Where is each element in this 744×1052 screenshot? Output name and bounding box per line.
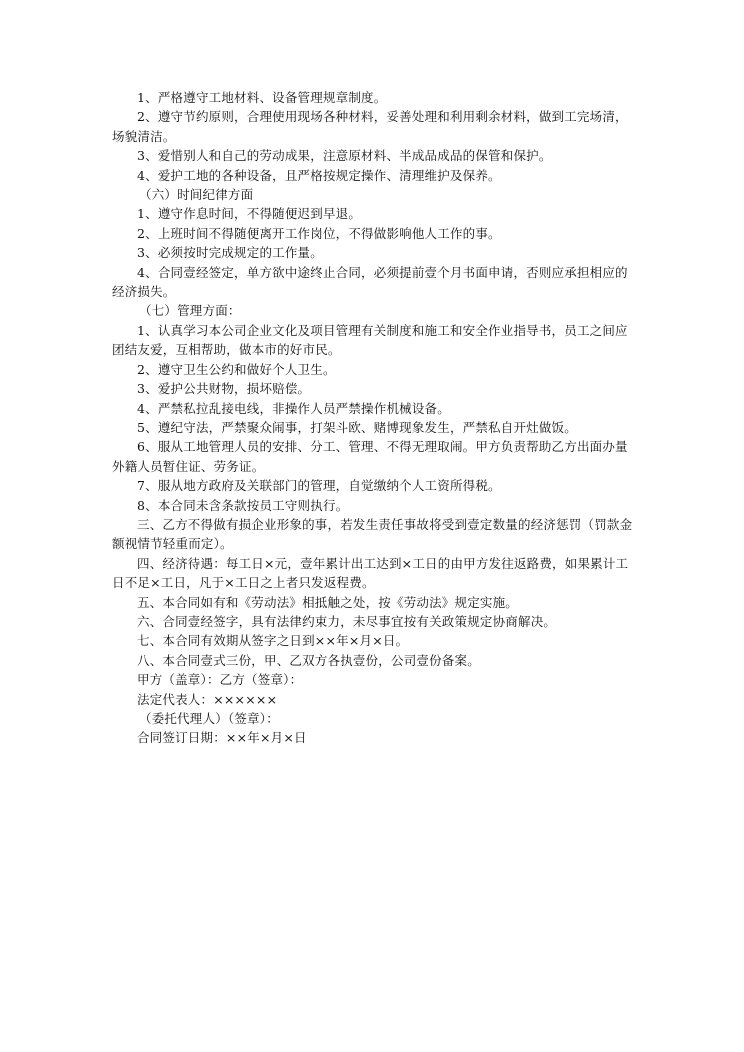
clause-paragraph: 四、经济待遇：每工日×元，壹年累计出工达到×工日的由甲方发往返路费，如果累计工日不足×工日，凡于×工日之上者只发返程费。 [112,555,629,591]
clause-paragraph: 六、合同壹经签字，具有法律约束力，未尽事宜按有关政策规定协商解决。 [137,613,557,629]
paragraph: 1、严格遵守工地材料、设备管理规章制度。 [137,90,387,105]
clause-paragraph: 五、本合同如有和《劳动法》相抵触之处，按《劳动法》规定实施。 [137,594,519,610]
paragraph: 3、爱惜别人和自己的劳动成果，注意原材料、半成品成品的保管和保护。 [137,148,552,164]
paragraph: 2、上班时间不得随便离开工作岗位，不得做影响他人工作的事。 [137,225,501,241]
paragraph: 8、本合同未含条款按员工守则执行。 [137,497,349,513]
paragraph: 2、遵守卫生公约和做好个人卫生。 [137,361,336,377]
paragraph: 1、遵守作息时间，不得随便迟到早退。 [137,206,362,222]
paragraph: 4、严禁私拉乱接电线，非操作人员严禁操作机械设备。 [137,400,450,416]
paragraph: 1、认真学习本公司企业文化及项目管理有关制度和施工和安全作业指导书，员工之间应团结友爱，互相帮助，做本市的好市民。 [112,322,628,358]
section-heading: （六）时间纪律方面 [139,187,254,203]
paragraph: 3、爱护公共财物，损坏赔偿。 [137,381,311,397]
paragraph: 4、合同壹经签定，单方欲中途终止合同，必须提前壹个月书面申请，否则应承担相应的经济损失。 [112,264,628,300]
clause-paragraph: 八、本合同壹式三份，甲、乙双方各执壹份，公司壹份备案。 [137,652,480,668]
paragraph: 7、服从地方政府及关联部门的管理，自觉缴纳个人工资所得税。 [137,478,501,494]
clause-paragraph: 七、本合同有效期从签字之日到××年×月×日。 [137,633,409,649]
paragraph: 2、遵守节约原则，合理使用现场各种材料，妥善处理和利用剩余材料，做到工完场清，场貌清洁。 [112,109,628,144]
paragraph: 6、服从工地管理人员的安排、分工、管理、不得无理取闹。甲方负责帮助乙方出面办量外籍人员暂住证、劳务证。 [112,439,628,474]
document-body [112,88,636,748]
paragraph: 4、爱护工地的各种设备，且严格按规定操作、清理维护及保养。 [137,167,501,183]
section-heading: （七）管理方面： [139,303,241,319]
signature-line-representative: 法定代表人：×××××× [137,691,278,707]
paragraph: 5、遵纪守法，严禁聚众闹事，打架斗欧、赌博现象发生，严禁私自开灶做饭。 [137,419,577,435]
clause-paragraph: 三、乙方不得做有损企业形象的事，若发生责任事故将受到壹定数量的经济惩罚（罚款金额视情节轻重而定）。 [112,516,633,552]
paragraph: 3、必须按时完成规定的工作量。 [137,245,323,261]
signature-line-parties: 甲方（盖章）：乙方（签章）： [137,672,303,688]
signature-line-agent: （委托代理人）（签章）： [139,711,279,726]
signature-line-date: 合同签订日期：××年×月×日 [137,730,307,746]
